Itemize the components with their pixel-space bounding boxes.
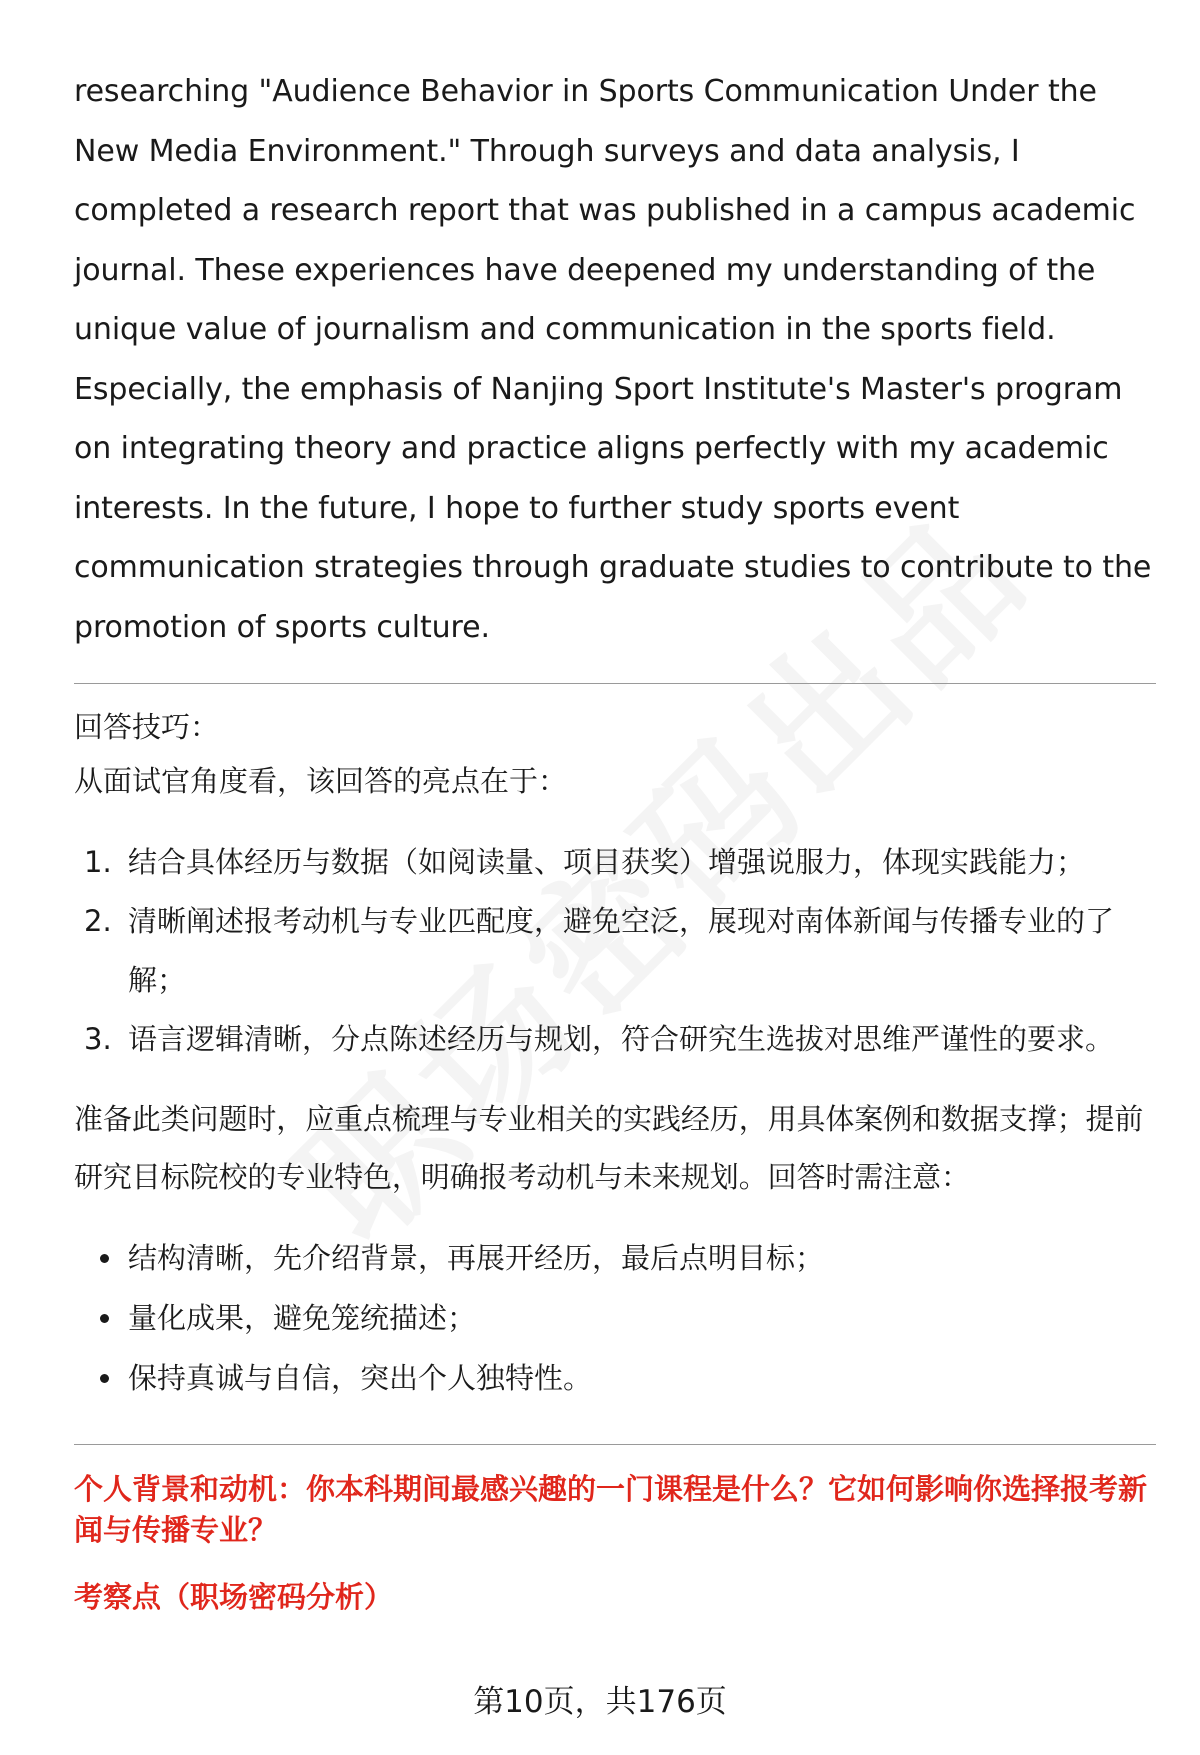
prep-paragraph: 准备此类问题时，应重点梳理与专业相关的实践经历，用具体案例和数据支撑；提前研究目标院校的专业特色，明确报考动机与未来规划。回答时需注意： xyxy=(74,1102,1144,1194)
next-question-title: 个人背景和动机：你本科期间最感兴趣的一门课程是什么？它如何影响你选择报考新闻与传播专业？ xyxy=(74,1472,1148,1547)
bullet-icon xyxy=(100,1254,109,1263)
page-footer: 第10页，共176页 xyxy=(473,1684,727,1720)
tips-item: 1. 结合具体经历与数据（如阅读量、项目获奖）增强说服力，体现实践能力； xyxy=(84,845,1086,879)
page-content xyxy=(74,62,1156,1618)
notes-item: 保持真诚与自信，突出个人独特性。 xyxy=(74,1348,1156,1408)
notes-item: 量化成果，避免笼统描述； xyxy=(74,1288,1156,1348)
tips-item: 3. 语言逻辑清晰，分点陈述经历与规划，符合研究生选拔对思维严谨性的要求。 xyxy=(84,1022,1115,1056)
notes-list xyxy=(74,1228,1156,1408)
tips-item: 2. 清晰阐述报考动机与专业匹配度，避免空泛，展现对南体新闻与传播专业的了解； xyxy=(84,904,1115,997)
next-question-sub: 考察点（职场密码分析） xyxy=(74,1580,394,1614)
tips-heading: 回答技巧： xyxy=(74,710,220,744)
bullet-icon xyxy=(100,1314,109,1323)
tips-list xyxy=(74,833,1156,1069)
answer-paragraph: researching "Audience Behavior in Sports Communication Under the New Media Environment." Through surveys and data analysis, I completed a research report that was published in a campus academic journal. These experiences have deepened my understanding of the unique value of journalism and communication in the sports field. Especially, the emphasis of Nanjing Sport Institute's Master's program on integrating theory and practice aligns perfectly with my academic interests. In the future, I hope to further study sports event communication strategies through graduate studies to contribute to the promotion of sports culture. xyxy=(74,74,1152,645)
notes-item: 结构清晰，先介绍背景，再展开经历，最后点明目标； xyxy=(74,1228,1156,1288)
bullet-icon xyxy=(100,1374,109,1383)
tips-intro: 从面试官角度看，该回答的亮点在于： xyxy=(74,764,568,798)
